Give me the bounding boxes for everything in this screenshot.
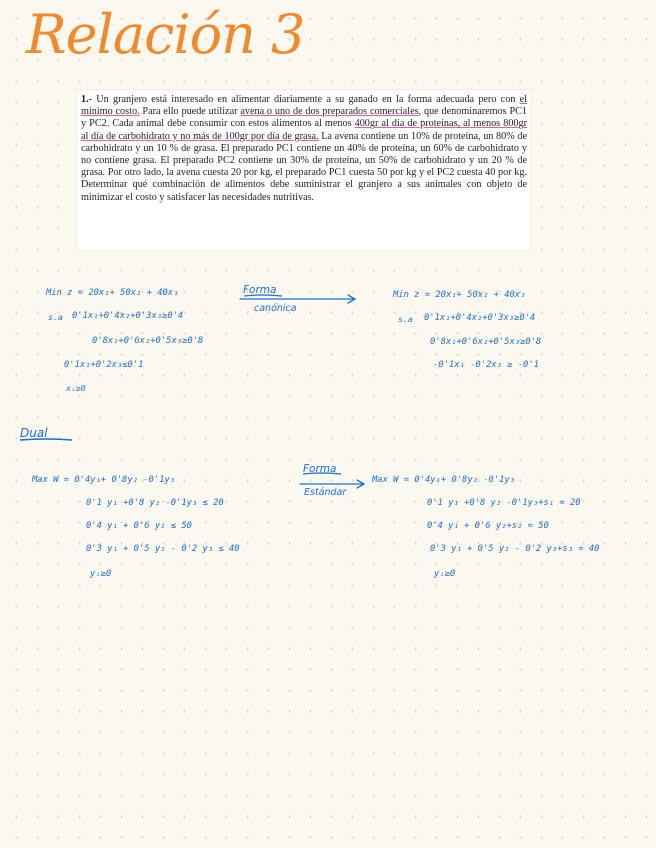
page-title: Relación 3 [26,3,305,66]
arrow-label-estandar: Estándar [304,487,347,498]
underline-forma-1 [244,295,282,296]
problem-text-3: , que denominaremos PC1 y PC2. Cada animal debe consumir con estos alimentos al menos [81,106,528,130]
canonical-st-label: s.a [398,314,413,324]
problem-highlight-foods: avena o uno de dos preparados comerciales [240,106,419,118]
dual-nonnegativity: yᵢ≥0 [90,569,112,579]
dual-heading: Dual [20,426,48,440]
underline-dual [20,439,72,440]
standard-constraint-3: 0'3 y₁ + 0'5 y₂ - 0'2 y₃+s₃ = 40 [430,544,600,554]
problem-text-1: Un granjero está interesado en alimentar diariamente a su ganado en la forma adecuada pero con [92,94,520,105]
underline-forma-2 [303,473,341,474]
standard-nonnegativity: yᵢ≥0 [434,569,456,579]
problem-highlight-cost: el mínimo costo. [81,94,527,118]
dual-constraint-1: 0'1 y₁ +0'8 y₂ -0'1y₃ ≤ 20 [86,498,224,508]
canonical-constraint-3: -0'1x₁ -0'2x₃ ≥ -0'1 [433,360,539,370]
canonical-constraint-1: 0'1x₁+0'4x₂+0'3x₃≥0'4 [424,313,536,323]
arrow-label-canonica: canónica [254,303,297,314]
primal-objective: Min z = 20x₁+ 50x₂ + 40x₃ [46,288,179,298]
primal-constraint-3: 0'1x₁+0'2x₃≤0'1 [64,360,144,370]
dual-constraint-3: 0'3 y₁ + 0'5 y₂ - 0'2 y₃ ≤ 40 [86,544,240,554]
dual-objective: Max W = 0'4y₁+ 0'8y₂ -0'1y₃ [32,475,175,485]
arrow-label-forma: Forma [243,284,277,296]
problem-text-2: Para ello puede utilizar [139,106,241,118]
dual-constraint-2: 0'4 y₁ + 0'6 y₂ ≤ 50 [86,521,192,531]
arrow-label-forma-2: Forma [303,463,337,475]
canonical-constraint-2: 0'8x₁+0'6x₂+0'5x₃≥0'8 [430,337,542,347]
canonical-objective: Min z = 20x₁+ 50x₂ + 40x₃ [393,290,526,300]
standard-constraint-2: 0'4 y₁ + 0'6 y₂+s₂ = 50 [427,521,549,531]
problem-highlight-requirements: 400gr al día de proteínas, al menos 800gr al día de carbohidrato y no más de 100gr por día de grasa. [81,118,528,142]
standard-constraint-1: 0'1 y₁ +0'8 y₂ -0'1y₃+s₁ = 20 [427,498,581,508]
problem-number: 1.- [81,94,93,105]
standard-objective: Max W = 0'4y₁+ 0'8y₂ -0'1y₃ [372,475,515,485]
primal-nonnegativity: xᵢ≥0 [66,383,86,393]
arrow-estandar [300,480,364,488]
primal-st-label: s.a [48,312,63,322]
primal-constraint-1: 0'1x₁+0'4x₂+0'3x₃≥0'4 [72,311,184,321]
primal-constraint-2: 0'8x₁+0'6x₂+0'5x₃≥0'8 [92,336,204,346]
arrow-canonica [240,295,355,303]
problem-text-4: La avena contiene un 10% de proteína, un 80% de carbohidrato y un 10 % de grasa. El preparado PC1 contiene un 40% de proteína, un 60% de carbohidrato y no contiene grasa. El preparado PC2 contiene un 30% de proteína, un 50% de carbohidrato y un 20 % de grasa. Por otro lado, la avena cuesta 20 por kg, el preparado PC1 cuesta 50 por kg y el PC2 cuesta 40 por kg. Determinar qué combinación de alimentos debe suministrar el granjero a sus animales con objeto de minimizar el costo y satisfacer las necesidades nutritivas. [81,130,527,203]
